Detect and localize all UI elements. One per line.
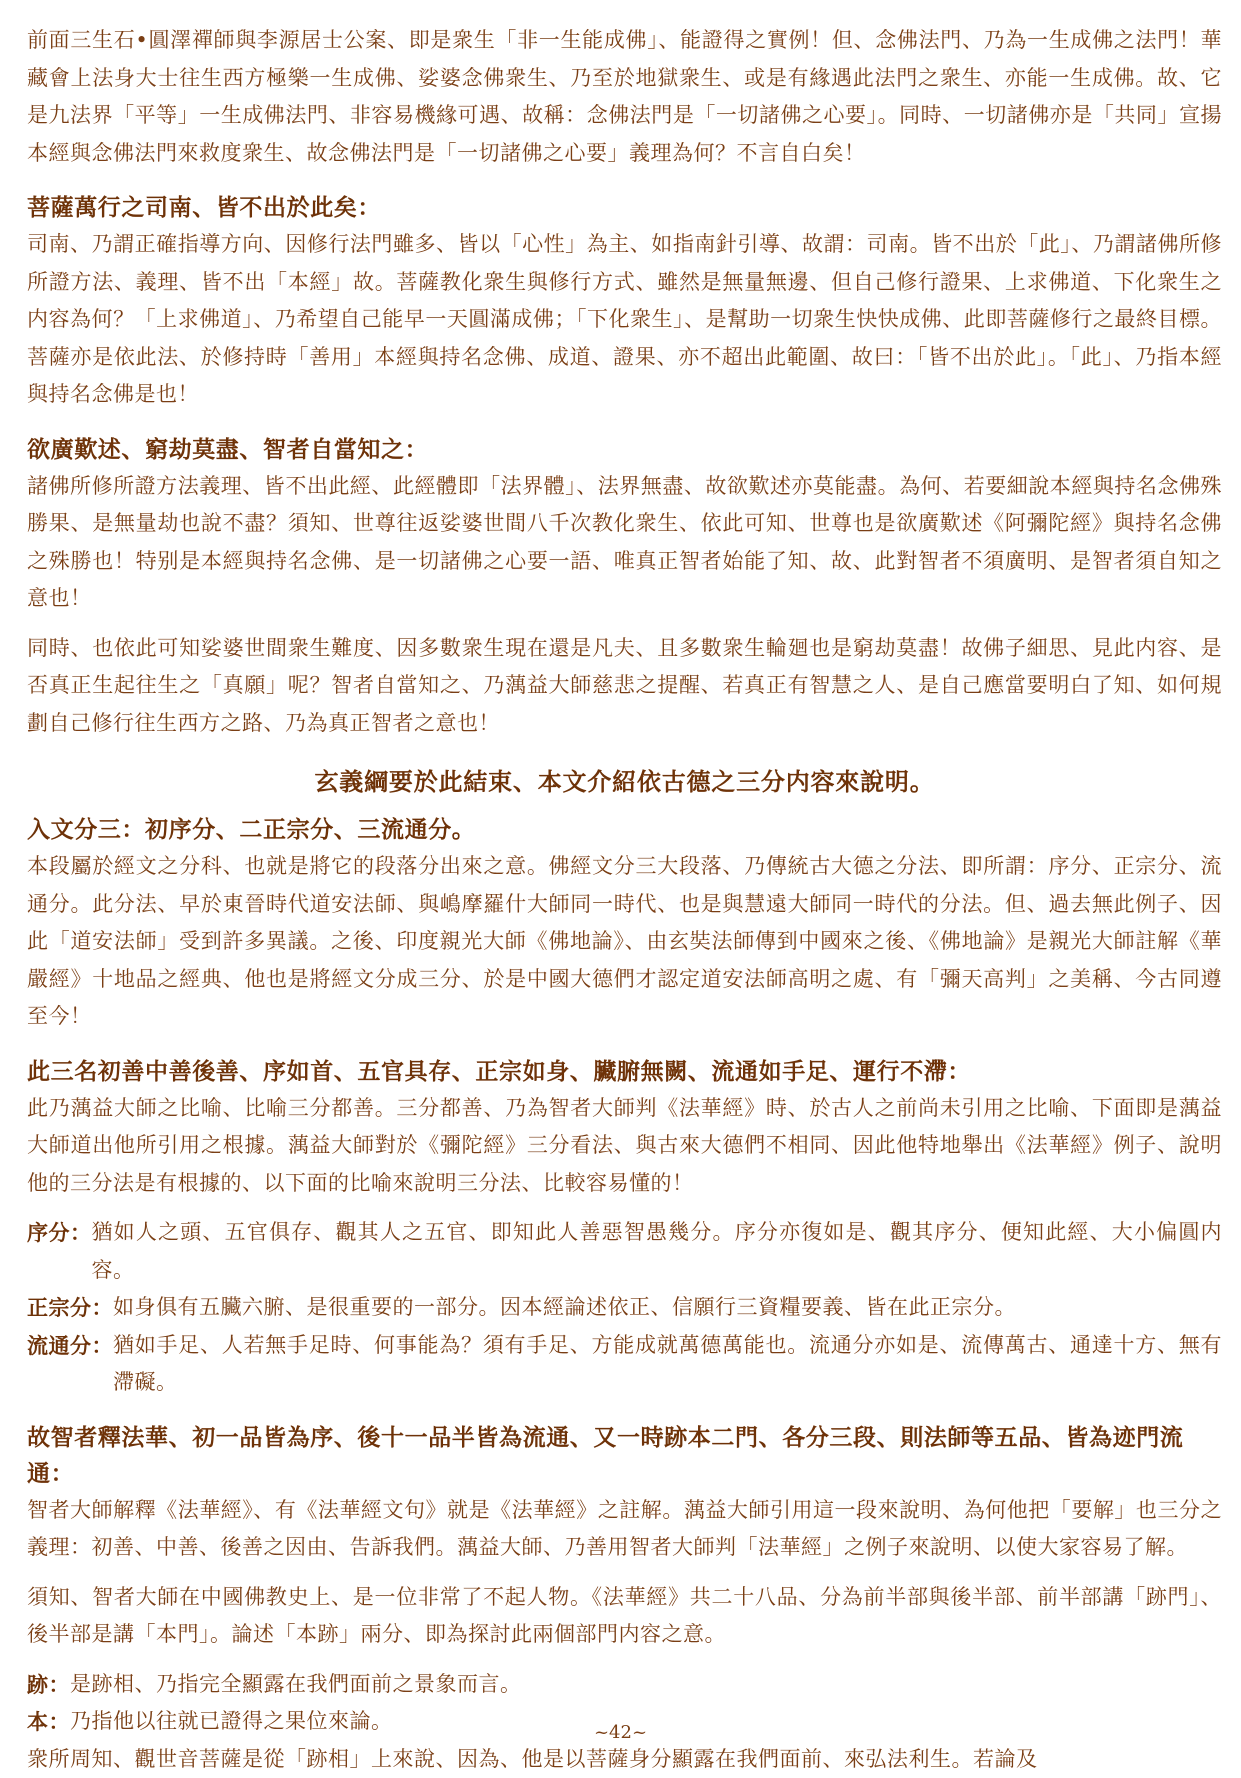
- section-paragraph: 司南、乃謂正確指導方向、因修行法門雖多、皆以「心性」為主、如指南針引導、故謂：司南。皆不出於「此」、乃謂諸佛所修所證方法、義理、皆不出「本經」故。菩薩教化衆生與修行方式、雖然是無量無邊、但自己修行證果、上求佛道、下化衆生之内容為何？「上求佛道」、乃希望自己能早一天圓滿成佛；「下化衆生」、是幫助一切衆生快快成佛、此即菩薩修行之最終目標。菩薩亦是依此法、於修持時「善用」本經與持名念佛、成道、證果、亦不超出此範圍、故曰：「皆不出於此」。「此」、乃指本經與持名念佛是也！: [27, 226, 1222, 414]
- definition-body: 乃指他以往就已證得之果位來論。: [70, 1703, 1222, 1741]
- definition-body: 是跡相、乃指完全顯露在我們面前之景象而言。: [70, 1666, 1222, 1704]
- page-number: ~42~: [0, 1722, 1241, 1743]
- center-heading: 玄義綱要於此結束、本文介紹依古德之三分内容來說明。: [27, 762, 1222, 802]
- definition-term: 正宗分：: [27, 1289, 113, 1327]
- section-three-goods: [27, 1054, 1222, 1402]
- definition-term: 本：: [27, 1703, 70, 1741]
- definition-item: [27, 1214, 1222, 1289]
- definition-body: 如身俱有五臟六腑、是很重要的一部分。因本經論述依正、信願行三資糧要義、皆在此正宗分。: [113, 1289, 1222, 1327]
- intro-paragraph: 前面三生石•圓澤禪師與李源居士公案、即是衆生「非一生能成佛」、能證得之實例！但、念佛法門、乃為一生成佛之法門！華藏會上法身大士往生西方極樂一生成佛、娑婆念佛衆生、乃至於地獄衆生、或是有緣遇此法門之衆生、亦能一生成佛。故、它是九法界「平等」一生成佛法門、非容易機緣可遇、故稱：念佛法門是「一切諸佛之心要」。同時、一切諸佛亦是「共同」宣揚本經與念佛法門來救度衆生、故念佛法門是「一切諸佛之心要」義理為何？不言自白矣！: [27, 22, 1222, 172]
- section-endless-praise: [27, 432, 1222, 743]
- section-heading: 欲廣歎述、窮劫莫盡、智者自當知之：: [27, 432, 1222, 468]
- document-page: [27, 22, 1222, 1778]
- section-heading: 此三名初善中善後善、序如首、五官具存、正宗如身、臟腑無闕、流通如手足、運行不滯：: [27, 1054, 1222, 1090]
- section-heading: 菩薩萬行之司南、皆不出於此矣：: [27, 190, 1222, 226]
- section-paragraph: 同時、也依此可知娑婆世間衆生難度、因多數衆生現在還是凡夫、且多數衆生輪廻也是窮劫莫盡！故佛子細思、見此内容、是否真正生起往生之「真願」呢？智者自當知之、乃蕅益大師慈悲之提醒、若真正有智慧之人、是自己應當要明白了知、如何規劃自己修行往生西方之路、乃為真正智者之意也！: [27, 630, 1222, 743]
- section-paragraph: 此乃蕅益大師之比喻、比喻三分都善。三分都善、乃為智者大師判《法華經》時、於古人之前尚未引用之比喻、下面即是蕅益大師道出他所引用之根據。蕅益大師對於《彌陀經》三分看法、與古來大德們不相同、因此他特地舉出《法華經》例子、說明他的三分法是有根據的、以下面的比喻來說明三分法、比較容易懂的！: [27, 1090, 1222, 1203]
- section-paragraph: 諸佛所修所證方法義理、皆不出此經、此經體即「法界體」、法界無盡、故欲歎述亦莫能盡。為何、若要細說本經與持名念佛殊勝果、是無量劫也說不盡？須知、世尊往返娑婆世間八千次教化衆生、依此可知、世尊也是欲廣歎述《阿彌陀經》與持名念佛之殊勝也！特别是本經與持名念佛、是一切諸佛之心要一語、唯真正智者始能了知、故、此對智者不須廣明、是智者須自知之意也！: [27, 468, 1222, 618]
- definition-term: 序分：: [27, 1214, 92, 1289]
- definition-list: [27, 1214, 1222, 1402]
- definition-term: 跡：: [27, 1666, 70, 1704]
- section-bodhisattva-guide: [27, 190, 1222, 414]
- definition-item: [27, 1327, 1222, 1402]
- definition-body: 猶如人之頭、五官俱存、觀其人之五官、即知此人善惡智愚幾分。序分亦復如是、觀其序分、便知此經、大小偏圓内容。: [92, 1214, 1223, 1289]
- definition-term: 流通分：: [27, 1327, 113, 1402]
- section-paragraph: 衆所周知、觀世音菩薩是從「跡相」上來說、因為、他是以菩薩身分顯露在我們面前、來弘法利生。若論及: [27, 1741, 1222, 1778]
- section-paragraph: 智者大師解釋《法華經》、有《法華經文句》就是《法華經》之註解。蕅益大師引用這一段來說明、為何他把「要解」也三分之義理：初善、中善、後善之因由、告訴我們。蕅益大師、乃善用智者大師判「法華經」之例子來說明、以使大家容易了解。: [27, 1492, 1222, 1567]
- definition-item: [27, 1289, 1222, 1327]
- section-heading: 入文分三：初序分、二正宗分、三流通分。: [27, 812, 1222, 848]
- section-heading: 故智者釋法華、初一品皆為序、後十一品半皆為流通、又一時跡本二門、各分三段、則法師等五品、皆為迹門流通：: [27, 1420, 1222, 1492]
- section-three-divisions: [27, 812, 1222, 1036]
- definition-item: [27, 1666, 1222, 1704]
- section-paragraph: 本段屬於經文之分科、也就是將它的段落分出來之意。佛經文分三大段落、乃傳統古大德之分法、即所謂：序分、正宗分、流通分。此分法、早於東晉時代道安法師、與嶋摩羅什大師同一時代、也是與慧遠大師同一時代的分法。但、過去無此例子、因此「道安法師」受到許多異議。之後、印度親光大師《佛地論》、由玄奘法師傳到中國來之後、《佛地論》是親光大師註解《華嚴經》十地品之經典、他也是將經文分成三分、於是中國大德們才認定道安法師高明之處、有「彌天高判」之美稱、今古同遵至今！: [27, 848, 1222, 1036]
- definition-body: 猶如手足、人若無手足時、何事能為？須有手足、方能成就萬德萬能也。流通分亦如是、流傳萬古、通達十方、無有滯礙。: [113, 1327, 1222, 1402]
- section-paragraph: 須知、智者大師在中國佛教史上、是一位非常了不起人物。《法華經》共二十八品、分為前半部與後半部、前半部講「跡門」、後半部是講「本門」。論述「本跡」兩分、即為探討此兩個部門内容之意。: [27, 1579, 1222, 1654]
